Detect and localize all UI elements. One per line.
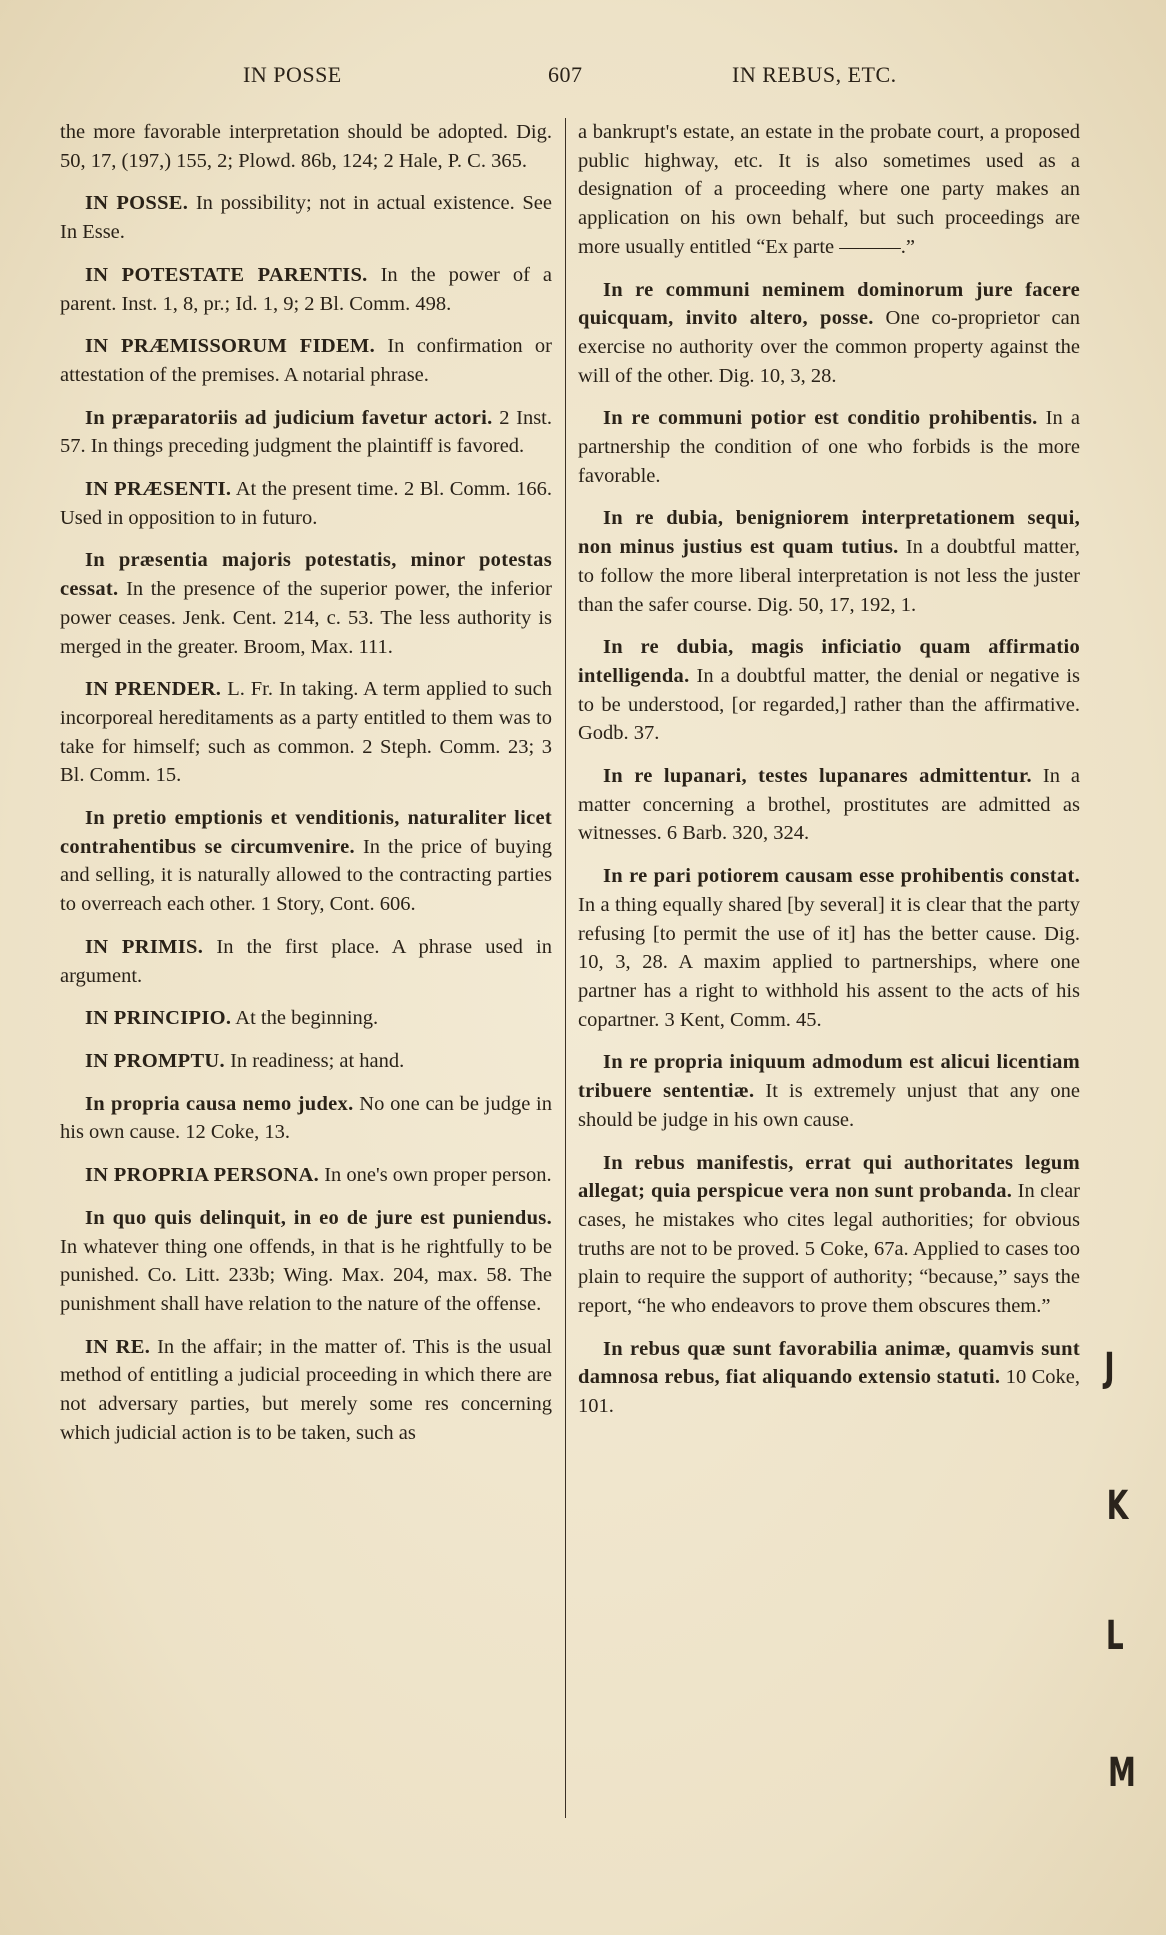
entry [60,1161,552,1190]
entry-headword: In re communi potior est conditio prohibentis. [603,407,1038,430]
entry-headword: IN PROPRIA PERSONA. [85,1164,320,1187]
entry-headword: In præparatoriis ad judicium favetur actori. [85,406,493,429]
entry [60,189,552,246]
entry-definition: In a doubtful matter, the denial or negative is to be understood, [or regarded,] rather than the affirmative. Godb. 37. [578,664,1080,745]
entry-definition: No one can be judge in his own cause. 12 Coke, 13. [60,1092,552,1144]
entry [578,862,1080,1034]
entry-definition: In a thing equally shared [by several] it is clear that the party refusing [to permit the use of it] has the better cause. Dig. 10, 3, 28. A maxim applied to partnerships, where one partner has a right to withhold his assent to the acts of his copartner. 3 Kent, Comm. 45. [578,893,1080,1031]
entry-headword: In propria causa nemo judex. [85,1092,354,1115]
entry-definition: In the price of buying and selling, it is naturally allowed to the contracting parties to overreach each other. 1 Story, Cont. 606. [60,835,552,916]
header-right-guide-word: IN REBUS, ETC. [732,62,897,87]
entry-headword: IN PRENDER. [85,678,222,701]
entry-definition: 2 Inst. 57. In things preceding judgment the plaintiff is favored. [60,406,552,458]
entry [60,1004,552,1033]
entry [60,404,552,461]
entry-definition: It is extremely unjust that any one should be judge in his own cause. [578,1080,1080,1131]
entry-headword: IN PRIMIS. [85,935,204,958]
entry-headword: IN POTESTATE PARENTIS. [85,263,368,286]
column-divider [565,118,566,1818]
entry-definition: In the first place. A phrase used in argument. [60,935,552,987]
entry [578,1149,1080,1321]
page-number: 607 [548,62,583,87]
left-column [60,118,552,1461]
entry-definition: In clear cases, he mistakes who cites legal authorities; for obvious truths are not to be proved. 5 Coke, 67a. Applied to cases too plain to require the support of authority; “because,” says the report, “he who endeavors to prove them obscures them.” [578,1180,1080,1318]
entry-headword: IN PRÆSENTI. [85,478,232,501]
header-left-guide-word: IN POSSE [243,62,342,87]
entry-headword: IN POSSE. [85,192,189,215]
thumb-index-m[interactable]: M [1107,1750,1136,1796]
entry-headword: In re propria iniquum admodum est alicui licentiam tribuere sententiæ. [578,1051,1080,1103]
entry-headword: IN RE. [85,1335,151,1358]
entry [60,675,552,790]
entry-headword: In præsentia majoris potestatis, minor potestas cessat. [60,549,552,601]
entry-definition: In the affair; in the matter of. This is the usual method of entitling a judicial proceeding in which there are not adversary parties, but merely some res concerning which judicial action is to be taken, such as [60,1335,553,1444]
entry-headword: In re communi neminem dominorum jure facere quicquam, invito altero, posse. [578,278,1080,330]
entry-headword: In pretio emptionis et venditionis, naturaliter licet contrahentibus se circumvenire. [60,807,552,858]
entry-definition: In possibility; not in actual existence. See In Esse. [60,192,552,244]
entry-definition: In readiness; at hand. [224,1049,405,1072]
entry-definition: L. Fr. In taking. A term applied to such incorporeal hereditaments as a party entitled to them was to take for himself; such as common. 2 Steph. Comm. 23; 3 Bl. Comm. 15. [60,678,553,787]
entry-definition: At the beginning. [231,1007,379,1030]
entry-definition: At the present time. 2 Bl. Comm. 166. Used in opposition to in futuro. [60,478,552,529]
entry [60,933,552,990]
thumb-index-k[interactable]: K [1106,1483,1129,1529]
entry-definition: In one's own proper person. [319,1164,552,1187]
entry [578,504,1080,619]
entry [60,804,552,919]
entry [60,475,552,532]
entry-headword: In re dubia, benigniorem interpretationem sequi, non minus justius est quam tutius. [578,507,1080,559]
entry [60,1047,552,1076]
entry [60,1333,552,1448]
entry-headword: In re pari potiorem causam esse prohibentis constat. [603,865,1080,888]
entry-continuation: the more favorable interpretation should be adopted. Dig. 50, 17, (197,) 155, 2; Plowd. 86b, 124; 2 Hale, P. C. 365. [60,121,552,172]
entry-definition: In the presence of the superior power, the inferior power ceases. Jenk. Cent. 214, c. 53. The less authority is merged in the greater. Broom, Max. 111. [60,578,552,658]
right-column [578,118,1080,1435]
entry-headword: In re dubia, magis inficiatio quam affirmatio intelligenda. [578,636,1080,687]
entry [60,332,552,389]
entry [60,546,552,661]
running-head [0,62,1166,92]
entry [578,1048,1080,1134]
entry-headword: In quo quis delinquit, in eo de jure est puniendus. [85,1206,552,1229]
entry-definition: In confirmation or attestation of the premises. A notarial phrase. [60,335,552,386]
entry-definition: In whatever thing one offends, in that is he rightfully to be punished. Co. Litt. 233b; Wing. Max. 204, max. 58. The punishment shall have relation to the nature of the offense. [60,1235,552,1315]
thumb-index-j[interactable]: J [1104,1345,1115,1391]
entry-headword: IN PRINCIPIO. [85,1007,232,1030]
entry-headword: IN PRÆMISSORUM FIDEM. [85,335,376,358]
entry [578,633,1080,748]
thumb-index-l[interactable]: L [1105,1613,1124,1659]
entry-definition: One co-proprietor can exercise no authority over the common property against the will of the other. Dig. 10, 3, 28. [578,307,1081,387]
entry-headword: In re lupanari, testes lupanares admittentur. [603,765,1032,788]
entry-continuation: a bankrupt's estate, an estate in the probate court, a proposed public highway, etc. It is also sometimes used as a designation of a proceeding where one party makes an application on his own behalf, but such proceedings are more usually entitled “Ex parte ———.” [578,121,1080,258]
entry [60,1090,552,1147]
entry-definition: In a doubtful matter, to follow the more liberal interpretation is not less the juster than the safer course. Dig. 50, 17, 192, 1. [578,536,1080,616]
entry [578,404,1080,490]
entry-definition: 10 Coke, 101. [578,1366,1081,1418]
entry [60,1204,552,1319]
entry-definition: In a partnership the condition of one who forbids is the more favorable. [578,407,1080,487]
entry-definition: In the power of a parent. Inst. 1, 8, pr.; Id. 1, 9; 2 Bl. Comm. 498. [60,263,552,315]
entry-headword: IN PROMPTU. [85,1049,225,1072]
entry-definition: In a matter concerning a brothel, prostitutes are admitted as witnesses. 6 Barb. 320, 324. [578,765,1080,845]
entry [578,1335,1080,1421]
entry-headword: In rebus quæ sunt favorabilia animæ, quamvis sunt damnosa rebus, fiat aliquando extensio statuti. [578,1337,1080,1389]
entry [578,276,1080,391]
entry [578,762,1080,848]
entry-headword: In rebus manifestis, errat qui authoritates legum allegat; quia perspicue vera non sunt probanda. [578,1151,1080,1203]
entry [60,261,552,318]
